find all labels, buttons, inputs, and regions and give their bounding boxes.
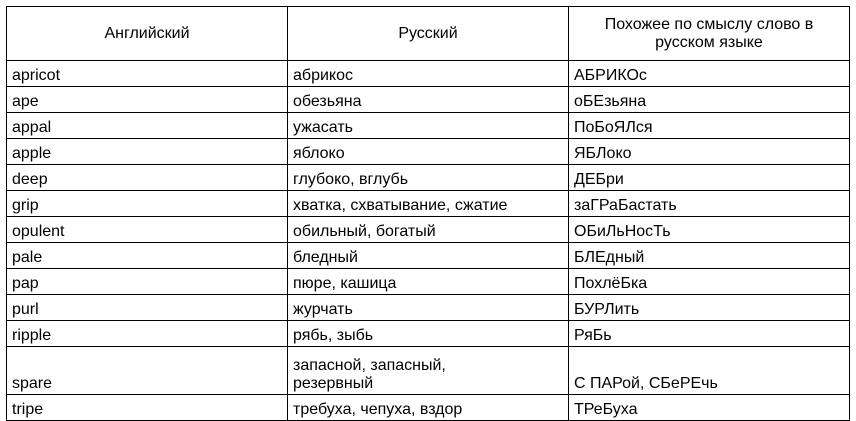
header-similar: Похожее по смыслу слово в русском языке: [569, 7, 850, 61]
header-english: Английский: [7, 7, 288, 61]
table-row: [7, 61, 850, 87]
cell-similar: ПоБоЯЛся: [569, 113, 850, 139]
cell-similar: ДЕБри: [569, 165, 850, 191]
cell-english: pale: [7, 243, 288, 269]
table-row: [7, 269, 850, 295]
cell-russian: [288, 347, 569, 395]
cell-english: tripe: [7, 395, 288, 421]
header-russian: Русский: [288, 7, 569, 61]
header-row: [7, 7, 850, 61]
cell-english: ape: [7, 87, 288, 113]
cell-similar: ПохлёБка: [569, 269, 850, 295]
cell-russian: ужасать: [288, 113, 569, 139]
cell-russian: бледный: [288, 243, 569, 269]
table-row: [7, 165, 850, 191]
cell-similar: ОБиЛьНосТь: [569, 217, 850, 243]
cell-similar: АБРИКОс: [569, 61, 850, 87]
cell-similar: оБЕзьяна: [569, 87, 850, 113]
cell-english: ripple: [7, 321, 288, 347]
cell-russian: хватка, схватывание, сжатие: [288, 191, 569, 217]
cell-russian: абрикос: [288, 61, 569, 87]
cell-english: pap: [7, 269, 288, 295]
table-row: [7, 87, 850, 113]
cell-russian: пюре, кашица: [288, 269, 569, 295]
cell-similar: ТРеБуха: [569, 395, 850, 421]
table-row: [7, 139, 850, 165]
cell-russian: рябь, зыбь: [288, 321, 569, 347]
table-row: [7, 395, 850, 421]
cell-english: grip: [7, 191, 288, 217]
cell-similar: заГРаБастать: [569, 191, 850, 217]
cell-similar: РяБь: [569, 321, 850, 347]
table-row: [7, 191, 850, 217]
cell-russian: глубоко, вглубь: [288, 165, 569, 191]
table-row: [7, 217, 850, 243]
word-table-container: [6, 6, 850, 421]
cell-english: opulent: [7, 217, 288, 243]
table-row: [7, 295, 850, 321]
cell-english: spare: [7, 347, 288, 395]
cell-english: apricot: [7, 61, 288, 87]
cell-russian: яблоко: [288, 139, 569, 165]
cell-english: deep: [7, 165, 288, 191]
cell-similar: БЛЕдный: [569, 243, 850, 269]
table-row: [7, 113, 850, 139]
cell-similar: БУРЛить: [569, 295, 850, 321]
cell-english: purl: [7, 295, 288, 321]
cell-english: apple: [7, 139, 288, 165]
word-comparison-table: [6, 6, 850, 421]
cell-english: appal: [7, 113, 288, 139]
cell-russian: журчать: [288, 295, 569, 321]
cell-similar: ЯБЛоко: [569, 139, 850, 165]
table-row: [7, 243, 850, 269]
cell-similar: С ПАРой, СБеРЕчь: [569, 347, 850, 395]
table-row: [7, 321, 850, 347]
cell-russian: обильный, богатый: [288, 217, 569, 243]
cell-russian-text: запасной, запасный, резервный: [293, 357, 446, 392]
table-row: [7, 347, 850, 395]
cell-russian: требуха, чепуха, вздор: [288, 395, 569, 421]
cell-russian: обезьяна: [288, 87, 569, 113]
